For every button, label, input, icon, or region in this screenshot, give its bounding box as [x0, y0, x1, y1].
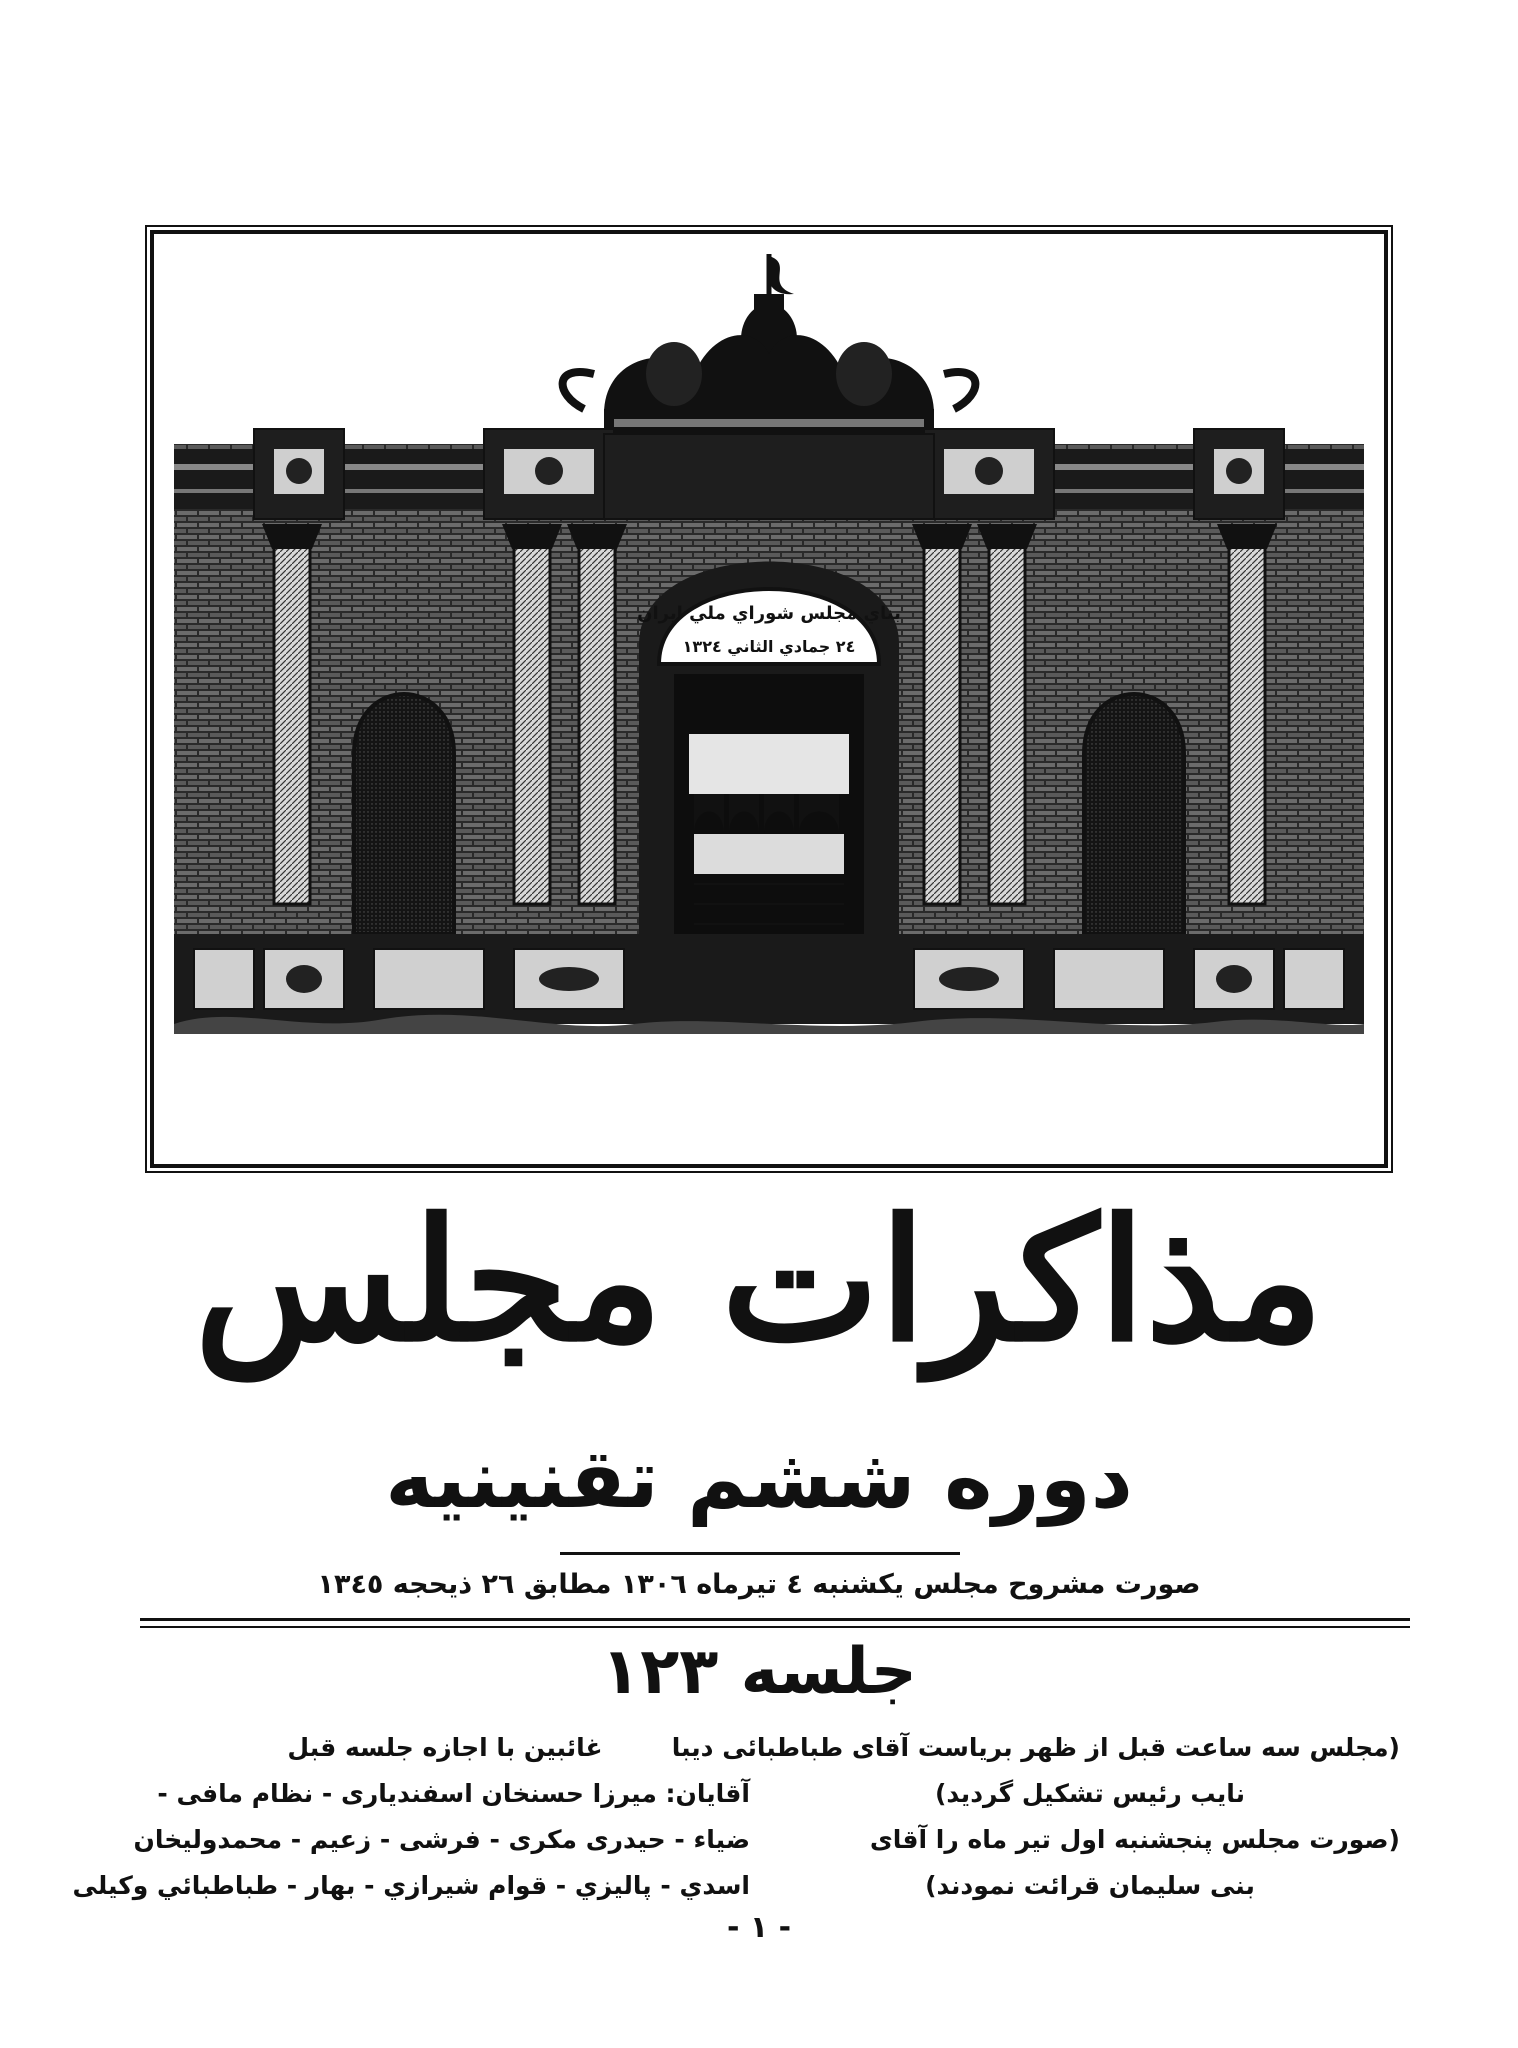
- gate-inscription-bottom: ٢٤ جمادي الثاني ١٣٢٤: [682, 637, 856, 656]
- text-line: اسدي - پالیزي - قوام شیرازي - بهار - طباطبائي وکیلی: [72, 1871, 750, 1900]
- illustration-frame: [150, 230, 1388, 1168]
- crown-icon: [563, 294, 976, 447]
- double-divider: [140, 1618, 1410, 1628]
- journal-title: مذاکرات مجلس: [194, 1181, 1324, 1379]
- flag-icon: [769, 256, 794, 294]
- text-line: ضیاء - حیدری مکری - فرشی - زعیم - محمدولیخان: [133, 1825, 750, 1854]
- session-dateline: صورت مشروح مجلس یکشنبه ٤ تیرماه ١٣٠٦ مطابق ٢٦ ذیحجه ١٣٤٥: [317, 1569, 1201, 1600]
- absentees-heading: غائبین با اجازه جلسه قبل: [287, 1733, 603, 1762]
- session-number: جلسه ١٢٣: [601, 1635, 917, 1709]
- gate-inscription-top: بناي مجلس شوراي ملي ايران: [637, 603, 901, 624]
- text-line: بنی سلیمان قرائت نمودند): [925, 1871, 1255, 1900]
- opening-statement: [671, 1725, 1400, 1909]
- text-line: نایب رئیس تشکیل گردید): [934, 1779, 1246, 1808]
- page-number: - ١ -: [726, 1910, 792, 1945]
- text-line: آقایان: میرزا حسنخان اسفندیاری - نظام مافی -: [157, 1779, 750, 1808]
- text-line: (مجلس سه ساعت قبل از ظهر بریاست آقای طباطبائی دیبا: [671, 1733, 1400, 1762]
- parliament-building-engraving: [154, 234, 1384, 1164]
- term-subtitle: دوره ششم تقنینیه: [385, 1432, 1133, 1527]
- absentees-list: [72, 1725, 750, 1909]
- text-line: (صورت مجلس پنجشنبه اول تیر ماه را آقای: [869, 1825, 1400, 1854]
- divider: [560, 1552, 960, 1555]
